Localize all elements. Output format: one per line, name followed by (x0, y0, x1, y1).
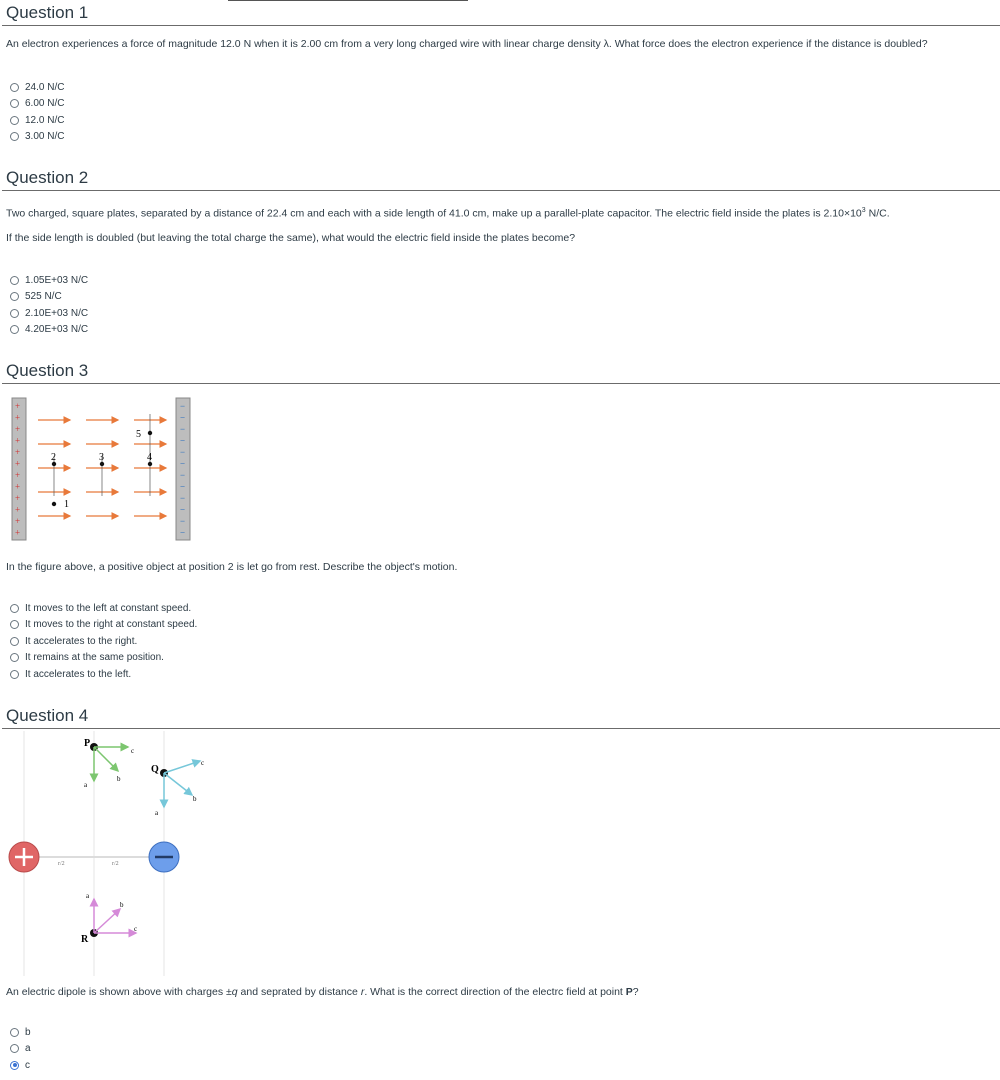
answer-option[interactable]: It accelerates to the right. (10, 633, 197, 650)
p-arrow-c-label: c (131, 747, 135, 755)
plus-sign: + (15, 435, 21, 446)
question-1-heading: Question 1 (6, 3, 89, 22)
half-r-right: r/2 (112, 861, 119, 867)
answer-option[interactable]: c (10, 1057, 31, 1074)
radio-button[interactable] (10, 116, 19, 125)
question-2-text: Two charged, square plates, separated by a distance of 22.4 cm and each with a side length of 41.0 cm, make up a parallel-plate capacitor. The electric field inside the plates is $2.10\times 10^3$ N/C. (6, 207, 890, 220)
answer-option[interactable]: 525 N/C (10, 289, 88, 306)
position-5-label: 5 (136, 429, 141, 440)
radio-button[interactable] (10, 604, 19, 613)
radio-button[interactable] (10, 99, 19, 108)
answer-option[interactable]: 1.05E+03 N/C (10, 272, 88, 289)
radio-button[interactable] (10, 1028, 19, 1037)
answer-option[interactable]: b (10, 1024, 31, 1041)
radio-button[interactable] (10, 132, 19, 141)
radio-button[interactable] (10, 309, 19, 318)
radio-button[interactable] (10, 83, 19, 92)
question-1-rule (2, 25, 1000, 26)
q-arrow-a-label: a (155, 809, 159, 817)
question-1-answers (10, 79, 64, 145)
position-1-dot (52, 502, 56, 506)
question-3-heading: Question 3 (6, 361, 89, 380)
answer-option[interactable]: It accelerates to the left. (10, 666, 197, 683)
plus-sign: + (15, 412, 21, 423)
minus-sign: − (180, 527, 186, 538)
minus-sign: − (180, 401, 186, 411)
position-3-label: 3 (99, 452, 104, 463)
question-4-heading: Question 4 (6, 706, 89, 725)
minus-sign: − (180, 504, 186, 515)
answer-option[interactable]: 4.20E+03 N/C (10, 322, 88, 339)
answer-option[interactable]: a (10, 1041, 31, 1058)
minus-sign: − (180, 493, 186, 503)
question-4-rule (2, 728, 1000, 729)
answer-option[interactable]: 24.0 N/C (10, 79, 64, 96)
plus-sign: + (15, 447, 21, 457)
q-arrow-c-label: c (201, 759, 205, 767)
position-2-label: 2 (51, 452, 56, 463)
minus-sign: − (180, 470, 186, 480)
q-arrow-b-label: b (193, 795, 197, 803)
question-2-answers (10, 272, 88, 338)
p-arrow-b-label: b (117, 775, 121, 783)
plus-sign: + (15, 470, 21, 480)
radio-button[interactable] (10, 325, 19, 334)
minus-sign: − (180, 458, 186, 469)
radio-button[interactable] (10, 276, 19, 285)
minus-sign: − (180, 447, 186, 457)
plus-sign: + (15, 481, 21, 492)
p-arrow-a-label: a (84, 781, 88, 789)
point-r-label: R (81, 934, 89, 945)
minus-sign: − (180, 481, 186, 492)
answer-option[interactable]: 3.00 N/C (10, 129, 64, 146)
plus-sign: + (15, 516, 21, 526)
radio-button[interactable] (10, 1044, 19, 1053)
plus-sign: + (15, 504, 21, 515)
plus-sign: + (15, 401, 21, 411)
plus-sign: + (15, 424, 21, 434)
dipole-figure (0, 731, 260, 976)
answer-option[interactable]: 6.00 N/C (10, 96, 64, 113)
radio-button[interactable] (10, 620, 19, 629)
half-r-left: r/2 (58, 861, 65, 867)
answer-option[interactable]: It moves to the left at constant speed. (10, 600, 197, 617)
plus-sign: + (15, 527, 21, 538)
position-1-label: 1 (64, 499, 69, 510)
answer-option[interactable]: 12.0 N/C (10, 112, 64, 129)
minus-sign: − (180, 424, 186, 434)
point-q-label: Q (151, 764, 159, 775)
question-3-text: In the figure above, a positive object at position 2 is let go from rest. Describe the object's motion. (6, 561, 458, 573)
question-3-answers (10, 600, 197, 683)
r-arrow-a-label: a (86, 892, 90, 900)
position-4-label: 4 (147, 452, 152, 463)
question-2-text-2: If the side length is doubled (but leaving the total charge the same), what would the electric field inside the plates become? (6, 232, 576, 244)
minus-sign: − (180, 412, 186, 423)
electric-field-figure (8, 396, 193, 542)
top-divider (228, 0, 468, 1)
question-4-answers (10, 1024, 31, 1074)
answer-option[interactable]: 2.10E+03 N/C (10, 305, 88, 322)
question-3-rule (2, 383, 1000, 384)
r-arrow-b-label: b (120, 901, 124, 909)
r-arrow-c-label: c (134, 925, 138, 933)
question-4-text: An electric dipole is shown above with charges ±q and seprated by distance r. What is the correct direction of the electrc field at point P? (6, 986, 639, 998)
minus-sign: − (180, 516, 186, 526)
point-p-label: P (84, 738, 91, 749)
radio-button-selected[interactable] (10, 1061, 19, 1070)
radio-button[interactable] (10, 653, 19, 662)
question-1-text: An electron experiences a force of magnitude 12.0 N when it is 2.00 cm from a very long charged wire with linear charge density λ. What force does the electron experience if the distance is doubled? (6, 38, 928, 50)
radio-button[interactable] (10, 292, 19, 301)
radio-button[interactable] (10, 637, 19, 646)
plus-sign: + (15, 458, 21, 469)
answer-option[interactable]: It remains at the same position. (10, 650, 197, 667)
question-2-heading: Question 2 (6, 168, 89, 187)
question-2-rule (2, 190, 1000, 191)
minus-sign: − (180, 435, 186, 446)
answer-option[interactable]: It moves to the right at constant speed. (10, 617, 197, 634)
plus-sign: + (15, 493, 21, 503)
position-5-dot (148, 431, 152, 435)
radio-button[interactable] (10, 670, 19, 679)
